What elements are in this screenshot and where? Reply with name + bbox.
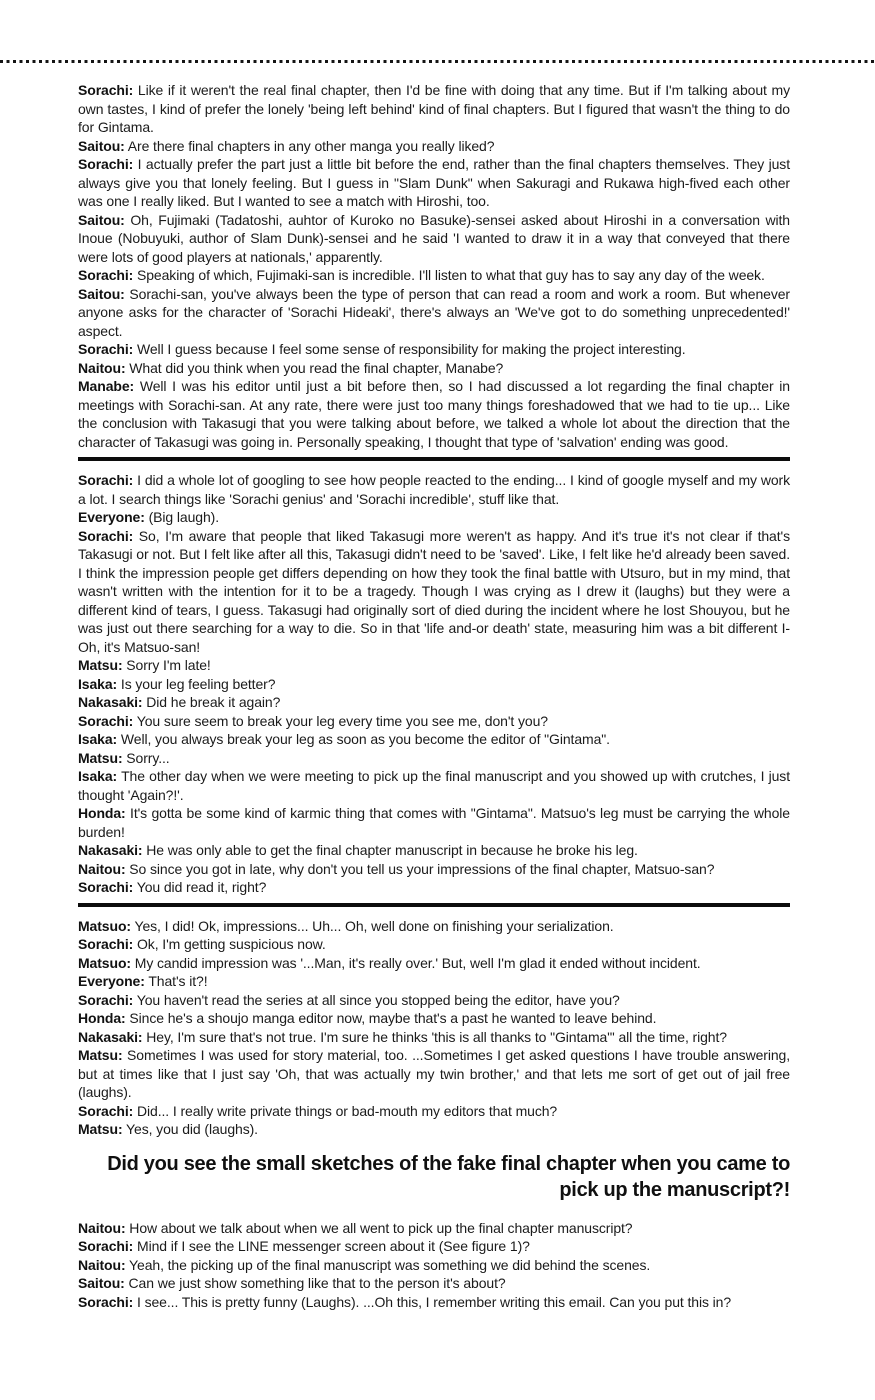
dialogue-turn: [78, 693, 790, 712]
dialogue-section-4: [78, 1219, 790, 1312]
dialogue-turn: [78, 508, 790, 527]
speech-text: Sometimes I was used for story material, too. ...Sometimes I get asked questions I have trouble answering, but at times like that I just say 'Oh, that was actually my twin brother,' and that lets me sort of get out of jail free (laughs).: [78, 1047, 790, 1100]
speech-text: Speaking of which, Fujimaki-san is incredible. I'll listen to what that guy has to say any day of the week.: [133, 267, 765, 283]
dialogue-turn: [78, 266, 790, 285]
dialogue-turn: [78, 527, 790, 657]
speaker-name: Naitou:: [78, 1219, 126, 1236]
speech-text: How about we talk about when we all went to pick up the final chapter manuscript?: [125, 1219, 633, 1236]
speech-text: Well, you always break your leg as soon as you become the editor of "Gintama".: [117, 731, 610, 747]
dialogue-turn: [78, 841, 790, 860]
dialogue-turn: [78, 1274, 790, 1293]
dialogue-turn: [78, 81, 790, 137]
dialogue-turn: [78, 359, 790, 378]
speech-text: Ok, I'm getting suspicious now.: [133, 936, 326, 952]
dialogue-turn: [78, 1237, 790, 1256]
speaker-name: Sorachi:: [78, 991, 134, 1008]
speech-text: I did a whole lot of googling to see how people reacted to the ending... I kind of google myself and my work a lot. I search things like 'Sorachi genius' and 'Sorachi incredible', stuff like that.: [78, 472, 790, 507]
speech-text: That's it?!: [144, 973, 208, 989]
speech-text: Well I guess because I feel some sense of responsibility for making the project interesting.: [133, 341, 686, 357]
dialogue-turn: [78, 954, 790, 973]
dialogue-turn: [78, 878, 790, 897]
dialogue-turn: [78, 155, 790, 211]
dialogue-section-2: [78, 471, 790, 897]
speaker-name: Sorachi:: [78, 1102, 134, 1119]
speaker-name: Everyone:: [78, 973, 145, 989]
section-divider-1: [78, 457, 790, 461]
section-divider-2: [78, 903, 790, 907]
speech-text: So since you got in late, why don't you tell us your impressions of the final chapter, Matsuo-san?: [125, 860, 715, 877]
speech-text: (Big laugh).: [144, 509, 219, 525]
dialogue-turn: [78, 340, 790, 359]
speech-text: You sure seem to break your leg every time you see me, don't you?: [133, 712, 548, 729]
speech-text: Are there final chapters in any other manga you really liked?: [124, 137, 495, 154]
speaker-name: Sorachi:: [78, 1293, 134, 1310]
speech-text: Yes, I did! Ok, impressions... Uh... Oh, well done on finishing your serialization.: [130, 917, 614, 934]
dialogue-turn: [78, 972, 790, 991]
dialogue-turn: [78, 1256, 790, 1275]
speech-text: Can we just show something like that to the person it's about?: [124, 1275, 506, 1291]
speaker-name: Saitou:: [78, 211, 125, 228]
speaker-name: Naitou:: [78, 359, 126, 376]
speaker-name: Sorachi:: [78, 156, 134, 172]
speaker-name: Everyone:: [78, 509, 145, 525]
dialogue-turn: [78, 804, 790, 841]
dialogue-turn: [78, 1120, 790, 1139]
dialogue-turn: [78, 377, 790, 451]
speech-text: Hey, I'm sure that's not true. I'm sure he thinks 'this is all thanks to "Gintama"' all the time, right?: [142, 1028, 727, 1045]
dialogue-turn: [78, 285, 790, 341]
speech-text: My candid impression was '...Man, it's really over.' But, well I'm glad it ended without incident.: [130, 954, 701, 971]
dialogue-turn: [78, 675, 790, 694]
speech-text: What did you think when you read the final chapter, Manabe?: [125, 359, 504, 376]
speaker-name: Sorachi:: [78, 712, 134, 729]
speaker-name: Sorachi:: [78, 82, 134, 98]
speaker-name: Sorachi:: [78, 267, 134, 283]
speaker-name: Isaka:: [78, 768, 118, 784]
top-dotted-rule: [0, 60, 875, 63]
dialogue-turn: [78, 860, 790, 879]
speech-text: I see... This is pretty funny (Laughs). ...Oh this, I remember writing this email. Can you put this in?: [133, 1293, 732, 1310]
dialogue-turn: [78, 1219, 790, 1238]
speech-text: Since he's a shoujo manga editor now, maybe that's a past he wanted to leave behind.: [125, 1010, 657, 1026]
speech-text: Did... I really write private things or bad-mouth my editors that much?: [133, 1102, 558, 1119]
speech-text: You did read it, right?: [133, 879, 267, 895]
speech-text: Yes, you did (laughs).: [122, 1121, 258, 1137]
speech-text: Well I was his editor until just a bit before then, so I had discussed a lot regarding the final chapter in meetings with Sorachi-san. At any rate, there were just too many things foreshadowed that we had to tie up... Like the conclusion with Takasugi that you were talking about before, we talked a whole lot about the direction that the character of Takasugi was going in. Personally speaking, I thought that type of 'salvation' ending was good.: [78, 378, 790, 450]
dialogue-turn: [78, 767, 790, 804]
dialogue-turn: [78, 730, 790, 749]
speaker-name: Matsu:: [78, 1047, 123, 1063]
speech-text: Mind if I see the LINE messenger screen about it (See figure 1)?: [133, 1238, 530, 1254]
speech-text: Oh, Fujimaki (Tadatoshi, auhtor of Kuroko no Basuke)-sensei asked about Hiroshi in a conversation with Inoue (Nobuyuki, author of Slam Dunk)-sensei and he said 'I wanted to draw it in a way that conveyed that there were lots of good players at nationals,' apparently.: [78, 211, 790, 265]
speaker-name: Isaka:: [78, 731, 118, 747]
speaker-name: Nakasaki:: [78, 1028, 143, 1045]
dialogue-turn: [78, 917, 790, 936]
dialogue-turn: [78, 991, 790, 1010]
speaker-name: Sorachi:: [78, 527, 134, 544]
speaker-name: Sorachi:: [78, 341, 134, 357]
speech-text: You haven't read the series at all since you stopped being the editor, have you?: [133, 991, 620, 1008]
speaker-name: Naitou:: [78, 860, 126, 877]
speech-text: Like if it weren't the real final chapter, then I'd be fine with doing that any time. But if I'm talking about my own tastes, I kind of prefer the lonely 'being left behind' kind of final chapters. But I figured that wasn't the thing to do for Gintama.: [78, 82, 790, 135]
dialogue-turn: [78, 935, 790, 954]
dialogue-turn: [78, 211, 790, 267]
speaker-name: Sorachi:: [78, 1238, 134, 1254]
speaker-name: Saitou:: [78, 1275, 125, 1291]
speaker-name: Isaka:: [78, 675, 118, 692]
speaker-name: Matsu:: [78, 749, 123, 766]
dialogue-turn: [78, 656, 790, 675]
dialogue-turn: [78, 1009, 790, 1028]
dialogue-turn: [78, 1293, 790, 1312]
dialogue-section-3: [78, 917, 790, 1139]
speaker-name: Matsu:: [78, 657, 123, 673]
dialogue-turn: [78, 471, 790, 508]
speaker-name: Saitou:: [78, 137, 125, 154]
speaker-name: Honda:: [78, 1010, 126, 1026]
dialogue-turn: [78, 1028, 790, 1047]
dialogue-turn: [78, 137, 790, 156]
dialogue-section-1: [78, 81, 790, 451]
speaker-name: Matsu:: [78, 1121, 123, 1137]
speech-text: Sorachi-san, you've always been the type of person that can read a room and work a room. But whenever anyone asks for the character of 'Sorachi Hideaki', there's always an 'We've got to do something unprecedented!' aspect.: [78, 285, 790, 339]
dialogue-turn: [78, 712, 790, 731]
speaker-name: Matsuo:: [78, 954, 131, 971]
speaker-name: Saitou:: [78, 285, 125, 302]
speech-text: Sorry I'm late!: [122, 657, 211, 673]
speech-text: I actually prefer the part just a little bit before the end, rather than the final chapters themselves. They just always give you that lonely feeling. But I guess in "Slam Dunk" when Sakuragi and Rukawa high-fived each other was one I really liked. But I wanted to see a match with Hiroshi, too.: [78, 156, 790, 209]
speech-text: Yeah, the picking up of the final manuscript was something we did behind the scenes.: [125, 1256, 651, 1273]
speech-text: Sorry...: [122, 749, 170, 766]
dialogue-turn: [78, 1046, 790, 1102]
speaker-name: Sorachi:: [78, 936, 134, 952]
speech-text: Did he break it again?: [142, 694, 281, 710]
speech-text: Is your leg feeling better?: [117, 675, 276, 692]
dialogue-turn: [78, 749, 790, 768]
speech-text: So, I'm aware that people that liked Takasugi more weren't as happy. And it's true it's not clear if that's Takasugi or not. But I felt like after all this, Takasugi didn't need to be 'saved'. Like, I felt like he'd already been saved. I think the impression people get differs depending on how they took the final battle with Utsuro, but in my mind, that wasn't written with the intention for it to be a tragedy. Though I was crying as I drew it (laughs) but they were a different kind of tears, I guess. Takasugi had originally sort of died during the incident where he lost Shouyou, but he was just out there searching for a way to die. So in that 'life and-or death' state, measuring him was a bit different I- Oh, it's Matsuo-san!: [78, 527, 790, 655]
interview-transcript-page: [78, 81, 790, 1311]
speaker-name: Manabe:: [78, 378, 135, 394]
speech-text: It's gotta be some kind of karmic thing that comes with "Gintama". Matsuo's leg must be carrying the whole burden!: [78, 805, 790, 840]
pull-quote-headline: Did you see the small sketches of the fake final chapter when you came to pick up the manuscript?!: [107, 1152, 790, 1201]
speaker-name: Matsuo:: [78, 917, 131, 934]
dialogue-turn: [78, 1102, 790, 1121]
speaker-name: Naitou:: [78, 1256, 126, 1273]
speaker-name: Nakasaki:: [78, 694, 143, 710]
speaker-name: Nakasaki:: [78, 842, 143, 858]
speech-text: He was only able to get the final chapter manuscript in because he broke his leg.: [142, 842, 638, 858]
speaker-name: Sorachi:: [78, 472, 134, 488]
speaker-name: Sorachi:: [78, 879, 134, 895]
speech-text: The other day when we were meeting to pick up the final manuscript and you showed up with crutches, I just thought 'Again?!'.: [78, 768, 790, 803]
speaker-name: Honda:: [78, 805, 126, 821]
